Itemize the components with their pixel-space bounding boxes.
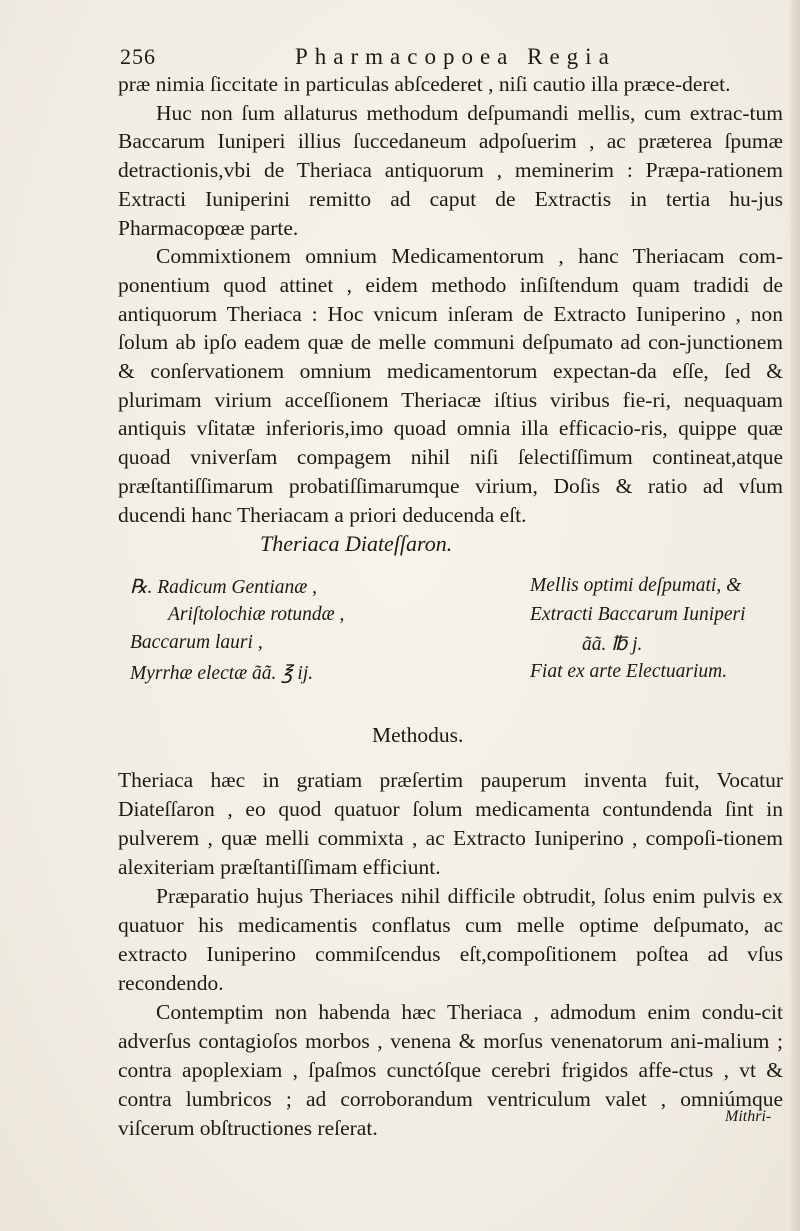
recipe-line: Mellis optimi deſpumati, &: [530, 575, 742, 596]
page-number: 256: [120, 44, 156, 69]
paragraph: Commixtionem omnium Medicamentorum , hanc Theriacam com-ponentium quod attinet , eidem methodo inſiſtendum quam tradidi de antiquorum Theriaca : Hoc vnicum inſeram de Extracto Iuniperino , non ſolum ab ipſo eadem quæ de melle communi deſpumato ad con-junctionem & conſervationem omnium medicamentorum expectan-da eſſe, ſed & plurimam virium acceſſionem Theriacæ iſtius viribus fie-ri, nequaquam antiquis vſitatæ inferioris,imo quoad omnia illa efficacio-ris, quippe quæ quoad vniverſam compagem nihil niſi ſelectiſſimum contineat,atque præſtantiſſimarum probatiſſimarumque virium, Doſis & ratio ad vſum ducendi hanc Theriacam a priori deducenda eſt.: [118, 244, 783, 527]
paragraph: Theriaca hæc in gratiam præſertim pauperum inventa fuit, Vocatur Diateſſaron , eo quod quatuor ſolum medicamenta contundenda ſint in pulverem , quæ melli commixta , ac Extracto Iuniperino , compoſi-tionem alexiteriam præſtantiſſimam efficiunt.: [118, 768, 783, 879]
recipe-line: ãã. ℔ j.: [582, 634, 643, 655]
paragraph: præ nimia ſiccitate in particulas abſcederet , niſi cautio illa præce-deret.: [118, 72, 731, 96]
recipe-block: [130, 575, 790, 707]
recipe-line: Baccarum lauri ,: [130, 632, 263, 653]
recipe-line: Fiat ex arte Electuarium.: [530, 660, 728, 682]
paragraph: Contemptim non habenda hæc Theriaca , admodum enim condu-cit adverſus contagioſos morbos , venena & morſus venenatorum ani-malium ; contra apoplexiam , ſpaſmos cunctóſque cerebri frigidos affe-ctus , vt & contra lumbricos ; ad corroborandum ventriculum valet , omniúmque viſcerum obſtructiones reſerat.: [118, 1000, 783, 1140]
recipe-right-column: [530, 575, 790, 689]
recipe-line: ℞. Radicum Gentianæ ,: [130, 577, 318, 598]
recipe-title: Theriaca Diateſſaron.: [260, 531, 453, 556]
section-heading: Methodus.: [372, 723, 464, 747]
paragraph: Præparatio hujus Theriaces nihil difficile obtrudit, ſolus enim pulvis ex quatuor his medicamentis conflatus cum melle optime deſpumato, ac extracto Iuniperino commiſcendus eſt,compoſitionem poſtea ad vſus recondendo.: [118, 884, 783, 995]
recipe-left-column: [130, 575, 450, 689]
catchword: Mithri-: [725, 1108, 772, 1125]
recipe-line: Myrrhæ electæ ãã. ℥ ij.: [130, 662, 314, 684]
running-title: Pharmacopoea Regia: [295, 44, 616, 69]
paragraph: Huc non ſum allaturus methodum deſpumandi mellis, cum extrac-tum Baccarum Iuniperi illius ſuccedaneum adpoſuerim , ac præterea ſpumæ detractionis,vbi de Theriaca antiquorum , meminerim : Præpa-rationem Extracti Iuniperini remitto ad caput de Extractis in tertia hu-jus Pharmacopœæ parte.: [118, 100, 783, 240]
body-text-bottom: [118, 766, 783, 1143]
body-text-top: [118, 70, 783, 529]
recipe-line: Extracti Baccarum Iuniperi: [530, 603, 746, 625]
recipe-line: Ariſtolochiæ rotundæ ,: [168, 603, 345, 625]
page-edge: [790, 0, 800, 1231]
